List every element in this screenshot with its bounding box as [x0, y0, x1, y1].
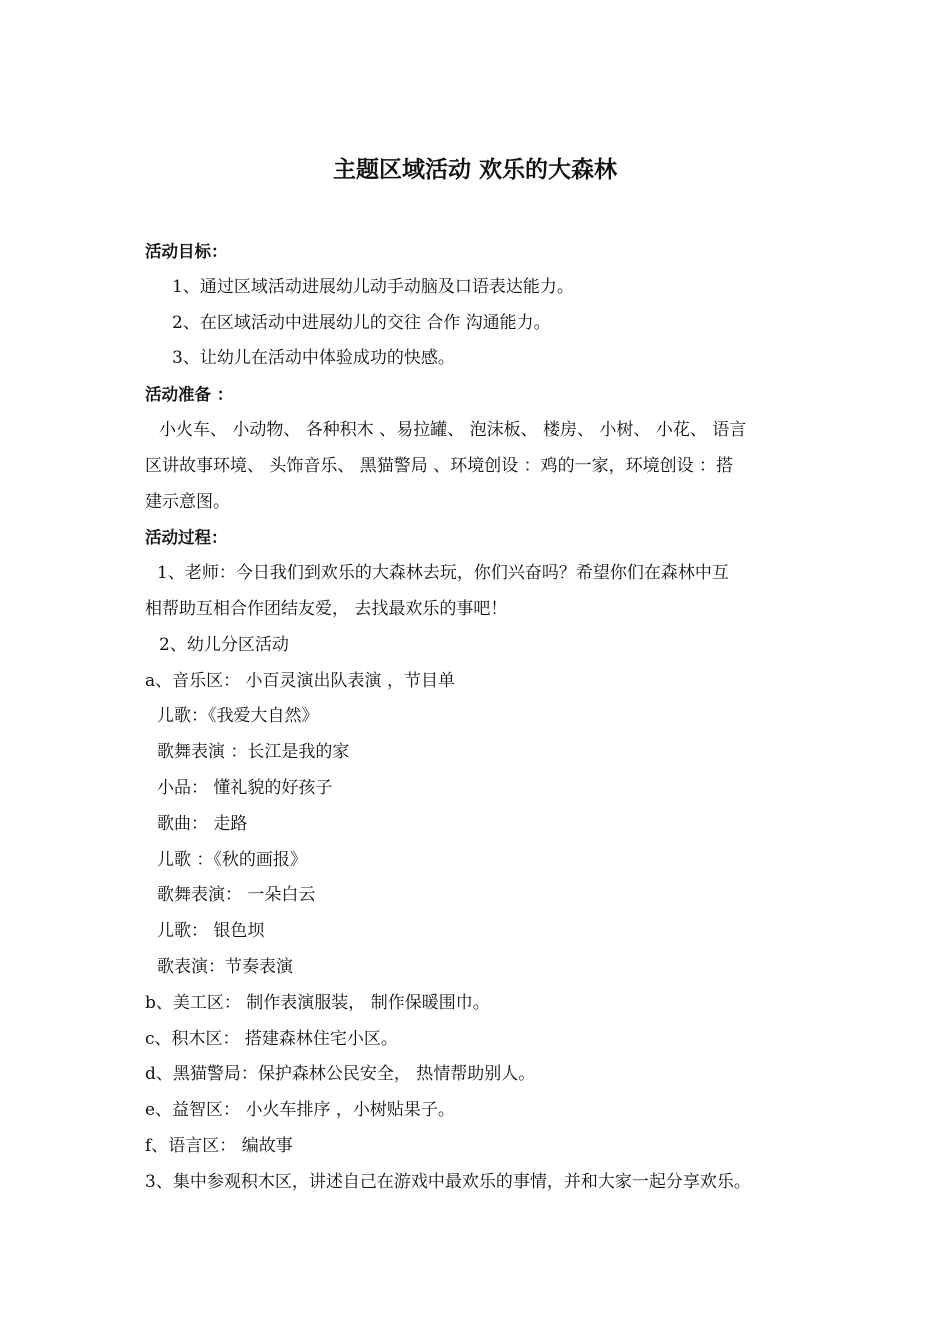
program-item: 儿歌： 银色坝: [157, 921, 265, 942]
goal-item: 3、让幼儿在活动中体验成功的快感。: [172, 348, 455, 369]
program-item: 歌舞表演 ：长江是我的家: [157, 742, 350, 763]
area-item-police: d、黑猫警局：保护森林公民安全， 热情帮助别人。: [145, 1064, 536, 1085]
area-item-art: b、美工区： 制作表演服装， 制作保暖围巾。: [145, 992, 490, 1013]
process-step: 3、集中参观积木区，讲述自己在游戏中最欢乐的事情，并和大家一起分享欢乐。: [145, 1171, 751, 1192]
process-step: 相帮助互相合作团结友爱， 去找最欢乐的事吧！: [145, 598, 508, 619]
section-heading-goals: 活动目标：: [145, 242, 228, 261]
document-title: 主题区域活动 欢乐的大森林: [332, 157, 617, 183]
area-item-puzzle: e、益智区： 小火车排序 ，小树贴果子。: [145, 1100, 455, 1121]
goal-item: 2、在区域活动中进展幼儿的交往 合作 沟通能力。: [172, 312, 551, 333]
area-item-music: a、音乐区： 小百灵演出队表演 ，节目单: [145, 670, 455, 691]
document-body: [145, 234, 825, 1201]
area-item-language: f、语言区： 编故事: [145, 1135, 293, 1156]
process-step: 1、老师：今日我们到欢乐的大森林去玩，你们兴奋吗？希望你们在森林中互: [157, 563, 729, 584]
program-item: 儿歌：《我爱大自然》: [157, 706, 319, 727]
program-item: 歌曲： 走路: [157, 813, 248, 834]
preparation-text: 区讲故事环境、 头饰音乐、 黑猫警局 、环境创设 ：鸡的一家，环境创设 ：搭: [145, 455, 734, 476]
program-item: 小品： 懂礼貌的好孩子: [157, 777, 333, 798]
program-item: 歌舞表演： 一朵白云: [157, 885, 316, 906]
area-item-blocks: c、积木区： 搭建森林住宅小区。: [145, 1028, 398, 1049]
goal-item: 1、通过区域活动进展幼儿动手动脑及口语表达能力。: [172, 276, 574, 297]
preparation-text: 建示意图。: [145, 491, 230, 512]
process-step: 2、幼儿分区活动: [159, 634, 289, 655]
program-item: 歌表演：节奏表演: [157, 956, 293, 977]
section-heading-process: 活动过程：: [145, 528, 228, 548]
section-heading-preparation: 活动准备 ：: [145, 385, 234, 405]
program-item: 儿歌 ：《秋的画报》: [157, 849, 307, 870]
preparation-text: 小火车、 小动物、 各种积木 、易拉罐、 泡沫板、 楼房、 小树、 小花、 语言: [159, 419, 747, 440]
